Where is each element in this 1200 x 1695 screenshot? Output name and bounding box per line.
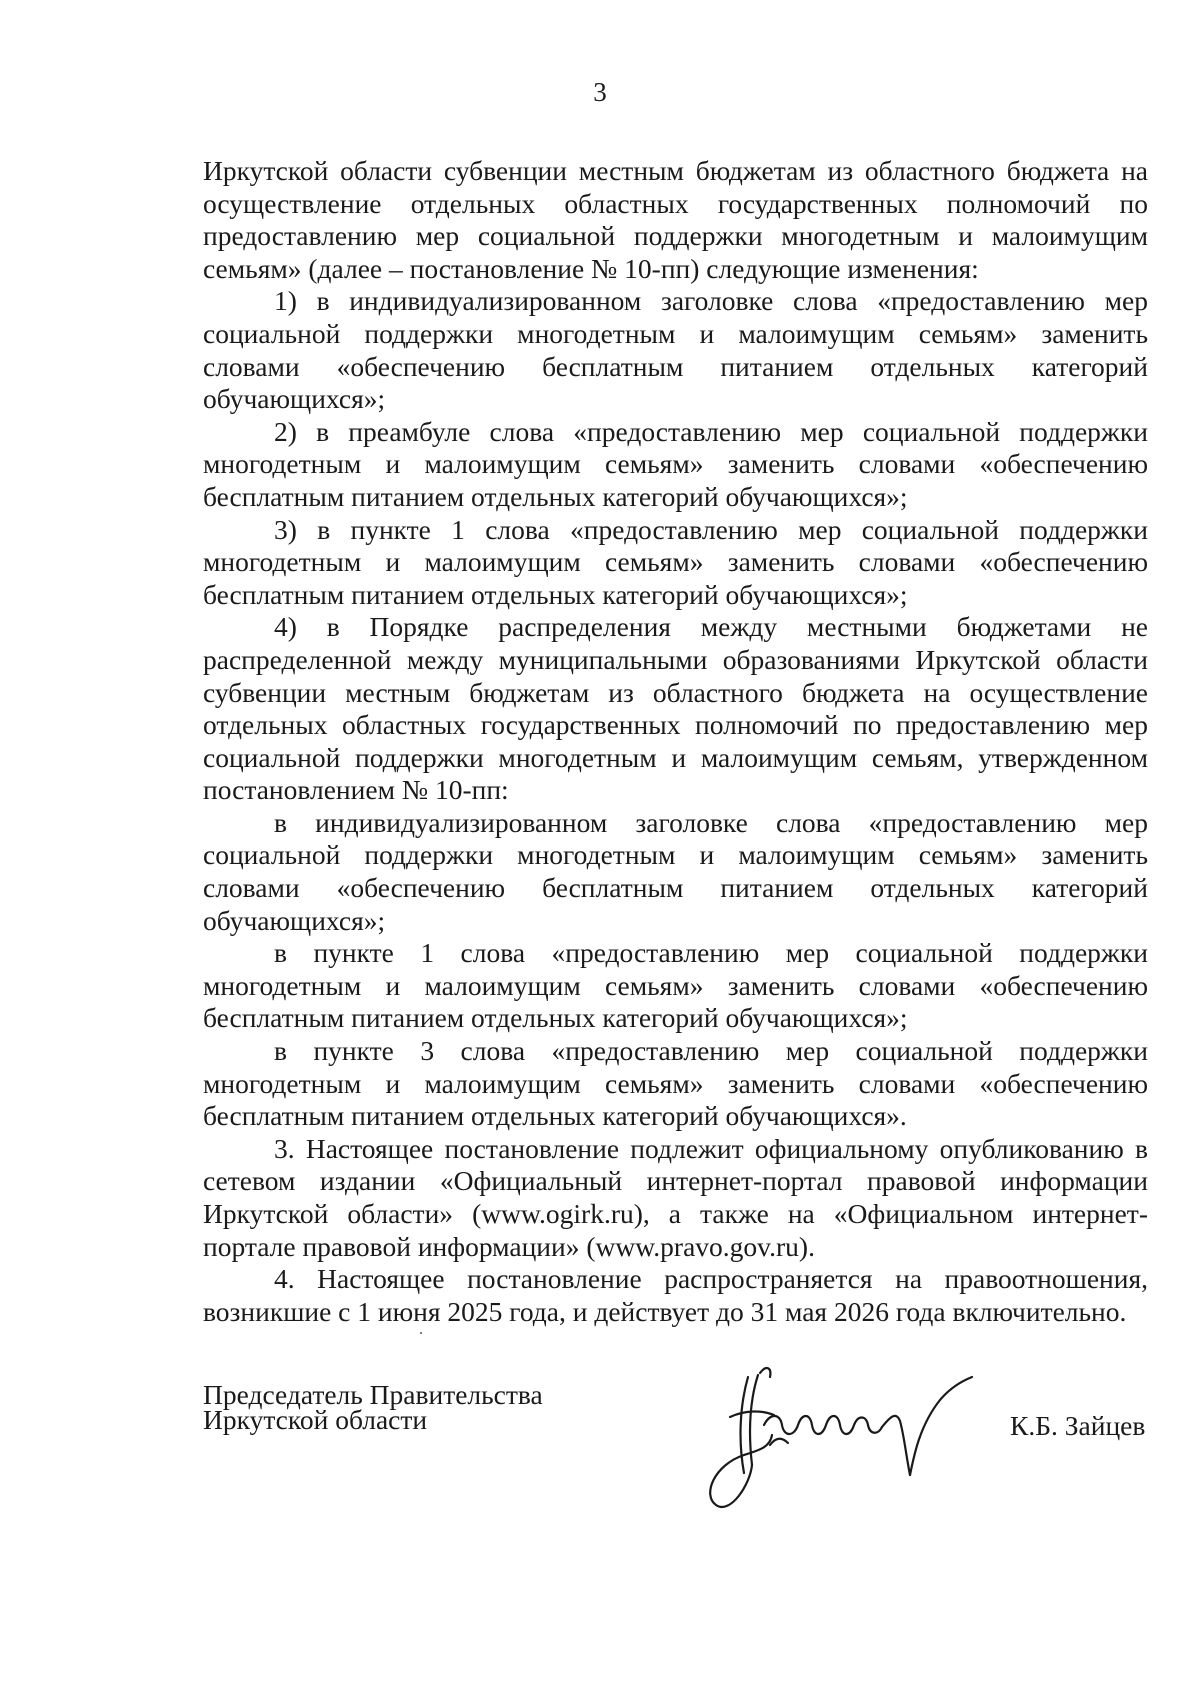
paragraph-item-1: 1) в индивидуализированном заголовке слова «предоставлению мер социальной поддержки многодетным и малоимущим семьям» заменить словами «обеспечению бесплатным питанием отдельных категорий обучающихся»;	[203, 285, 1148, 415]
signer-title-line-2: Иркутской области	[203, 1404, 428, 1435]
paragraph-item-4-sub-2: в пункте 1 слова «предоставлению мер социальной поддержки многодетным и малоимущим семьям» заменить словами «обеспечению бесплатным питанием отдельных категорий обучающихся»;	[203, 937, 1148, 1034]
handwritten-signature	[700, 1355, 990, 1525]
signer-name: К.Б. Зайцев	[1010, 1410, 1146, 1441]
paragraph-item-4-sub-1: в индивидуализированном заголовке слова «предоставлению мер социальной поддержки многодетным и малоимущим семьям» заменить словами «обеспечению бесплатным питанием отдельных категорий обучающихся»;	[203, 806, 1148, 936]
paragraph-item-2: 2) в преамбуле слова «предоставлению мер социальной поддержки многодетным и малоимущим семьям» заменить словами «обеспечению бесплатным питанием отдельных категорий обучающихся»;	[203, 415, 1148, 512]
page-number: 3	[593, 77, 607, 107]
signer-title	[203, 1379, 543, 1435]
paragraph-clause-3: 3. Настоящее постановление подлежит официальному опубликованию в сетевом издании «Официальный интернет-портал правовой информации Иркутской области» (www.ogirk.ru), а также на «Официальном интернет-портале правовой информации» (www.pravo.gov.ru).	[203, 1132, 1148, 1262]
scan-artifact	[420, 1332, 422, 1334]
paragraph-item-3: 3) в пункте 1 слова «предоставлению мер социальной поддержки многодетным и малоимущим семьям» заменить словами «обеспечению бесплатным питанием отдельных категорий обучающихся»;	[203, 513, 1148, 610]
paragraph-intro-continuation: Иркутской области субвенции местным бюджетам из областного бюджета на осуществление отдельных областных государственных полномочий по предоставлению мер социальной поддержки многодетным и малоимущим семьям» (далее – постановление № 10-пп) следующие изменения:	[203, 155, 1148, 284]
paragraph-clause-4: 4. Настоящее постановление распространяется на правоотношения, возникшие с 1 июня 2025 года, и действует до 31 мая 2026 года включительно.	[203, 1263, 1148, 1327]
signer-title-line-1: Председатель Правительства	[203, 1379, 543, 1410]
paragraph-item-4-sub-3: в пункте 3 слова «предоставлению мер социальной поддержки многодетным и малоимущим семьям» заменить словами «обеспечению бесплатным питанием отдельных категорий обучающихся».	[203, 1035, 1148, 1132]
document-body	[203, 155, 1148, 1328]
paragraph-item-4: 4) в Порядке распределения между местными бюджетами не распределенной между муниципальными образованиями Иркутской области субвенции местным бюджетам из областного бюджета на осуществление отдельных областных государственных полномочий по предоставлению мер социальной поддержки многодетным и малоимущим семьям, утвержденном постановлением № 10-пп:	[203, 611, 1148, 806]
